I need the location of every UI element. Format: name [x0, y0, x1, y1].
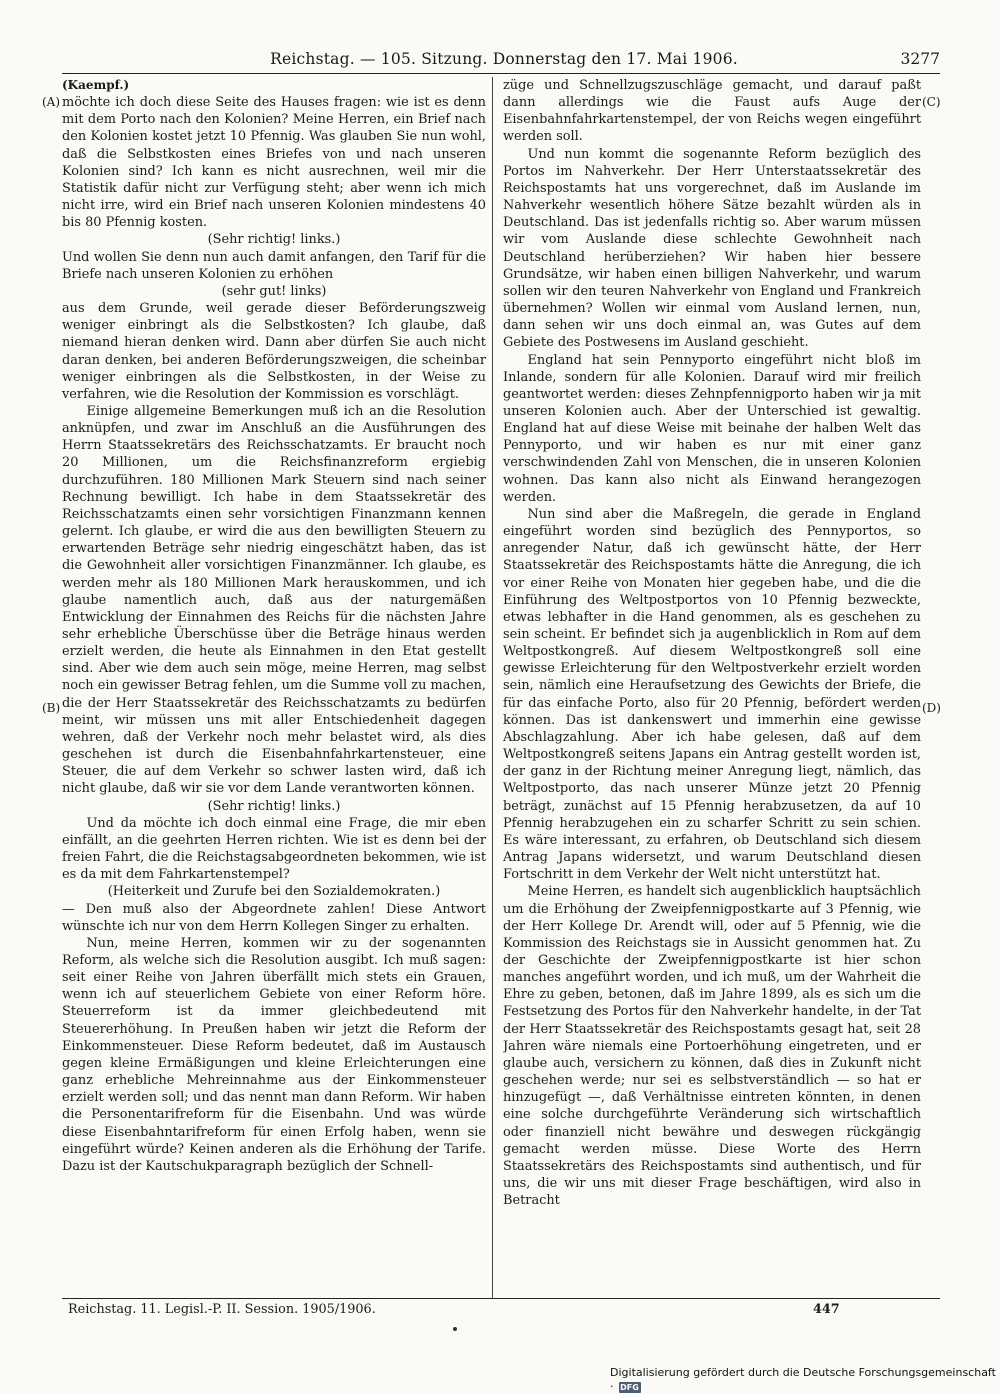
dfg-logo-icon: DFG — [620, 1382, 639, 1392]
paragraph: Nun, meine Herren, kommen wir zu der sogenannten Reform, als welche sich die Resolution ausgibt. Ich muß sagen: seit einer Reihe von Jahren überfällt mich stets ein Grauen, wenn ich auf steuerlichem Gebiete von einer Reform höre. Steuerreform ist da immer gleichbedeutend mit Steuererhöhung. In Preußen haben wir jetzt die Reform der Einkommensteuer. Diese Reform bedeutet, daß im Austausch gegen kleine Ermäßigungen und kleine Erleichterungen eine ganz erhebliche Mehreinnahme aus der Einkommensteuer erzielt werden soll; und das nennt man dann Reform. Wir haben die Personentarifreform für die Eisenbahn. Und was würde diese Eisenbahntarifreform für einen Erfolg haben, wenn sie eingeführt würde? Keinen anderen als die Erhöhung der Tarife. Dazu ist der Kautschukparagraph bezüglich der Schnell- — [62, 935, 486, 1174]
column-separator — [492, 77, 493, 1299]
page-number: 3277 — [900, 50, 940, 68]
ink-dot — [453, 1327, 457, 1331]
margin-mark-c: (C) — [922, 95, 941, 109]
header-rule — [62, 73, 940, 74]
funding-note — [610, 1366, 1000, 1393]
paragraph: Einige allgemeine Bemerkungen muß ich an die Resolution anknüpfen, und zwar im Anschluß an die Ausführungen des Herrn Staatssekretärs des Reichsschatzamts. Er braucht noch 20 Millionen, um die Reichsfinanzreform ergiebig durchzuführen. 180 Millionen Mark Steuern sind nach seiner Rechnung bewilligt. Ich habe in dem Staatssekretär des Reichsschatzamts einen sehr vorsichtigen Finanzmann kennen gelernt. Ich glaube, er wird die aus den bewilligten Steuern zu erwartenden Beträge sehr niedrig eingeschätzt haben, das ist die Gewohnheit aller vorsichtigen Finanzmänner. Ich glaube, es werden mehr als 180 Millionen Mark herauskommen, und ich glaube namentlich auch, daß aus der naturgemäßen Entwicklung der Einnahmen des Reichs für die nächsten Jahre sehr erhebliche Überschüsse über die Beträge hinaus werden erzielt werden, die heute als Einnahmen in den Etat gestellt sind. Aber wie dem auch sein möge, meine Herren, mag selbst noch ein gewisser Betrag fehlen, um die Summe voll zu machen, die der Herr Staatssekretär des Reichsschatzamts zu bedürfen meint, wir müssen uns mit aller Entschiedenheit dagegen wehren, daß der Verkehr noch mehr belastet wird, als dies geschehen ist durch die Eisenbahnfahrkartensteuer, eine Steuer, die auf dem Verkehr so schwer lasten wird, daß ich nicht glaube, daß wir sie vor dem Lande verantworten können. — [62, 403, 486, 797]
paragraph: Und nun kommt die sogenannte Reform bezüglich des Portos im Nahverkehr. Der Herr Unterstaatssekretär des Reichspostamts hat uns vorgerechnet, daß im Auslande im Nahverkehr wesentlich höhere Sätze bezahlt würden als in Deutschland. Das ist jedenfalls richtig so. Aber warum müssen wir vom Auslande diese schlechte Gewohnheit nach Deutschland herüberziehen? Wir haben hier bessere Grundsätze, wir haben einen billigen Nahverkehr, und warum sollen wir den teuren Nahverkehr von England und Frankreich übernehmen? Wollen wir einmal vom Ausland lernen, nun, dann sehen wir uns doch einmal an, was Gutes auf dem Gebiete des Postwesens im Ausland geschieht. — [503, 146, 921, 351]
paragraph: aus dem Grunde, weil gerade dieser Beförderungszweig weniger einbringt als die Selbstkosten? Ich glaube, daß niemand hieran denken wird. Dann aber dürfen Sie auch nicht daran denken, bei anderen Beförderungszweigen, die scheinbar weniger einbringen als die Selbstkosten, in der Weise zu verfahren, wie die Resolution der Kommission es vorschlägt. — [62, 301, 486, 402]
paragraph: möchte ich doch diese Seite des Hauses fragen: wie ist es denn mit dem Porto nach den Kolonien? Meine Herren, ein Brief nach den Kolonien kostet jetzt 10 Pfennig. Was glauben Sie nun wohl, daß die Selbstkosten eines Briefes von und nach unseren Kolonien sind? Ich kann es nicht ausrechnen, weil mir die Statistik dafür nicht zur Verfügung steht; aber wenn ich mich nicht irre, wird ein Brief nach unseren Kolonien mindestens 40 bis 80 Pfennig kosten. — [62, 95, 486, 231]
footer-rule — [62, 1298, 940, 1299]
interjection: (Heiterkeit und Zurufe bei den Sozialdemokraten.) — [107, 884, 441, 900]
margin-mark-b: (B) — [42, 701, 61, 715]
paragraph: — Den muß also der Abgeordnete zahlen! Diese Antwort wünschte ich nur von dem Herrn Kollegen Singer zu erhalten. — [62, 901, 486, 934]
interjection: (sehr gut! links) — [221, 283, 327, 299]
margin-mark-a: (A) — [42, 95, 61, 109]
paragraph: Meine Herren, es handelt sich augenblicklich hauptsächlich um die Erhöhung der Zweipfennigpostkarte auf 3 Pfennig, wie der Herr Kollege Dr. Arendt will, oder auf 5 Pfennig, wie die Kommission des Reichstags sie in Aussicht genommen hat. Zu der Geschichte der Zweipfennigpostkarte ist hier schon manches angeführt worden, und ich muß, um der Wahrheit die Ehre zu geben, betonen, daß im Jahre 1899, als es sich um die Festsetzung des Portos für den Nahverkehr handelte, in der Tat der Herr Staatssekretär des Reichspostamts gesagt hat, seit 28 Jahren wäre niemals eine Portoerhöhung eingetreten, und er glaube auch, versichern zu können, daß dies in Zukunft nicht geschehen werde; nur sei es selbstverständlich — so hat er hinzugefügt —, daß Verhältnisse eintreten könnten, in denen eine solche durchgeführte Veränderung sich wirtschaftlich oder finanziell nicht bewähre und deswegen rückgängig gemacht werden müsse. Diese Worte des Herrn Staatssekretärs des Reichspostamts sind authentisch, und für uns, die wir uns mit dieser Frage beschäftigen, wird also in Betracht — [503, 884, 921, 1209]
interjection: (Sehr richtig! links.) — [207, 798, 341, 814]
paragraph: züge und Schnellzugszuschläge gemacht, und darauf paßt dann allerdings wie die Faust aufs Auge der Eisenbahnfahrkartenstempel, der von Reichs wegen eingeführt werden soll. — [503, 78, 921, 145]
paragraph: Und da möchte ich doch einmal eine Frage, die mir eben einfällt, an die geehrten Herren richten. Wie ist es denn bei der freien Fahrt, die die Reichstagsabgeordneten bekommen, wie ist es da mit dem Fahrkartenstempel? — [62, 815, 486, 883]
footer-page-number: 447 — [813, 1302, 840, 1317]
footer-session: Reichstag. 11. Legisl.-P. II. Session. 1905/1906. — [68, 1302, 376, 1317]
paragraph: England hat sein Pennyporto eingeführt nicht bloß im Inlande, sondern für alle Kolonien. Darauf wird mir freilich geantwortet werden: dieses Zehnpfennigporto haben wir ja mit unseren Kolonien auch. Aber der Unterschied ist gewaltig. England hat auf diese Weise mit beinahe der halben Welt das Pennyporto, und wir haben es nur mit einer ganz verschwindenden Zahl von Menschen, die in unseren Kolonien wohnen. Das kann also nicht als Einwand herangezogen werden. — [503, 352, 921, 505]
paragraph: Und wollen Sie denn nun auch damit anfangen, den Tarif für die Briefe nach unseren Kolonien zu erhöhen — [62, 249, 486, 282]
speaker-name: (Kaempf.) — [62, 78, 130, 92]
right-column — [503, 77, 921, 1295]
paragraph: Nun sind aber die Maßregeln, die gerade in England eingeführt worden sind bezüglich des Pennyportos, so anregender Natur, daß ich gewünscht hätte, der Herr Staatssekretär des Reichspostamts hätte die Anregung, die ich vor einer Reihe von Monaten hier gegeben habe, und die die Einführung des Weltpostportos von 10 Pfennig bezweckte, etwas lebhafter in die Hand genommen, als es geschehen zu sein scheint. Er befindet sich ja augenblicklich in Rom auf dem Weltpostkongreß. Auf diesem Weltpostkongreß soll eine gewisse Erleichterung für den Weltpostverkehr erzielt worden sein, nämlich eine Heraufsetzung des Gewichts der Briefe, die für das einfache Porto, also für 20 Pfennig, befördert werden können. Das ist dankenswert und immerhin eine gewisse Abschlagzahlung. Aber ich habe gelesen, daß auf dem Weltpostkongreß seitens Japans ein Antrag gestellt worden ist, der ganz in der Richtung meiner Anregung liegt, nämlich, das Weltpostporto, das nach unserer Münze jetzt 20 Pfennig beträgt, zunächst auf 15 Pfennig herabzusetzen, da auf 10 Pfennig herabzugehen ein zu scharfer Schritt zu sein schien. Es wäre interessant, zu erfahren, ob Deutschland sich diesem Antrag Japans widersetzt, und warum Deutschland diesen Fortschritt in dem Verkehr der Welt nicht unterstützt hat. — [503, 506, 921, 883]
margin-mark-d: (D) — [922, 701, 941, 715]
interjection: (Sehr richtig! links.) — [207, 232, 341, 248]
running-header — [68, 47, 940, 71]
left-column — [62, 77, 486, 1295]
header-title: Reichstag. — 105. Sitzung. Donnerstag den 17. Mai 1906. — [270, 50, 738, 68]
funding-text: Digitalisierung gefördert durch die Deutsche Forschungsgemeinschaft · — [610, 1366, 996, 1393]
